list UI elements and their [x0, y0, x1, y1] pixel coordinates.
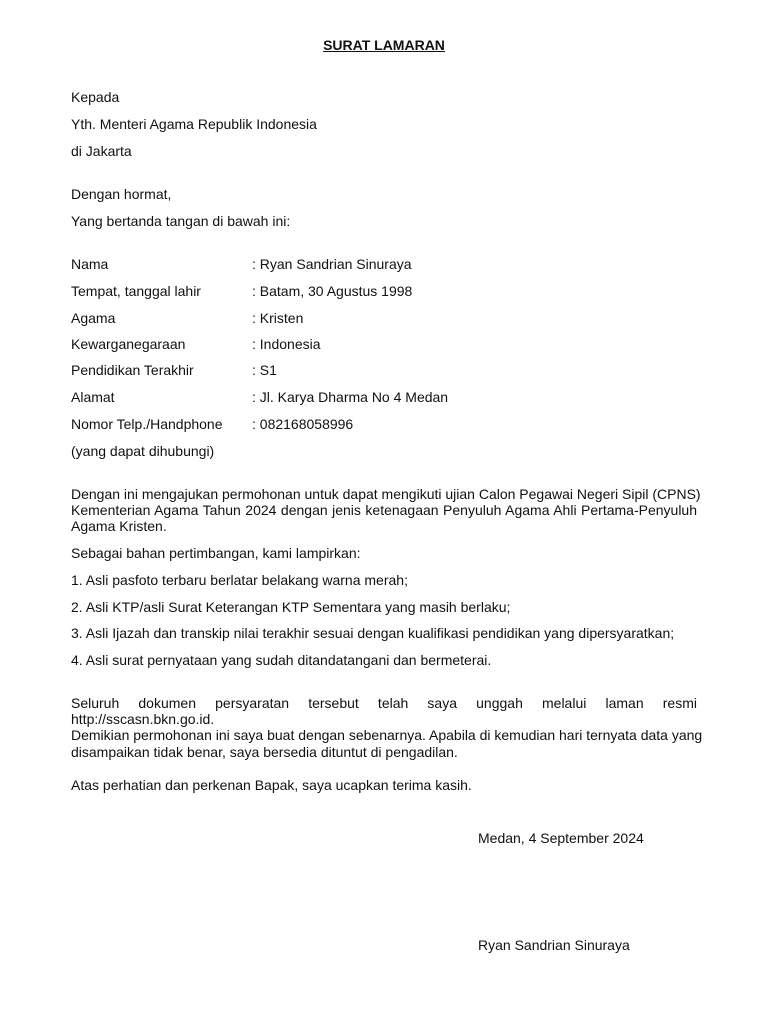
upload-line-1: Seluruh dokumen persyaratan tersebut telah saya unggah melalui laman resmi: [71, 695, 697, 711]
recipient-line-2: Yth. Menteri Agama Republik Indonesia: [71, 116, 317, 132]
recipient-line-3: di Jakarta: [71, 143, 132, 159]
application-line-2: Kementerian Agama Tahun 2024 dengan jenis ketenagaan Penyuluh Agama Ahli Pertama-Penyuluh: [71, 502, 697, 518]
field-value-alamat: : Jl. Karya Dharma No 4 Medan: [252, 389, 449, 405]
attachment-item-2: 2. Asli KTP/asli Surat Keterangan KTP Sementara yang masih berlaku;: [71, 599, 511, 615]
field-label-telepon: Nomor Telp./Handphone: [71, 416, 223, 432]
attachment-item-3: 3. Asli Ijazah dan transkip nilai terakhir sesuai dengan kualifikasi pendidikan yang dipersyaratkan;: [71, 625, 675, 641]
field-value-nama: : Ryan Sandrian Sinuraya: [252, 256, 412, 272]
declaration-line-2: disampaikan tidak benar, saya bersedia dituntut di pengadilan.: [71, 744, 458, 760]
field-value-ttl: : Batam, 30 Agustus 1998: [252, 283, 413, 299]
upload-line-2: http://sscasn.bkn.go.id.: [71, 711, 215, 727]
field-label-pendidikan: Pendidikan Terakhir: [71, 362, 194, 378]
field-value-pendidikan: : S1: [252, 362, 277, 378]
attachment-item-1: 1. Asli pasfoto terbaru berlatar belakang warna merah;: [71, 572, 408, 588]
declaration-line-1: Demikian permohonan ini saya buat dengan sebenarnya. Apabila di kemudian hari ternyata data yang: [71, 727, 703, 743]
letter-title: SURAT LAMARAN: [323, 37, 445, 53]
place-date: Medan, 4 September 2024: [478, 830, 644, 846]
field-value-telepon: : 082168058996: [252, 416, 354, 432]
contact-note: (yang dapat dihubungi): [71, 443, 215, 459]
recipient-line-1: Kepada: [71, 89, 120, 105]
greeting: Dengan hormat,: [71, 186, 172, 202]
field-label-alamat: Alamat: [71, 389, 115, 405]
attachments-intro: Sebagai bahan pertimbangan, kami lampirkan:: [71, 545, 361, 561]
field-value-agama: : Kristen: [252, 310, 304, 326]
intro-text: Yang bertanda tangan di bawah ini:: [71, 213, 291, 229]
field-label-kewarganegaraan: Kewarganegaraan: [71, 336, 186, 352]
field-label-nama: Nama: [71, 256, 109, 272]
field-label-agama: Agama: [71, 310, 116, 326]
closing-text: Atas perhatian dan perkenan Bapak, saya ucapkan terima kasih.: [71, 777, 472, 793]
attachment-item-4: 4. Asli surat pernyataan yang sudah ditandatangani dan bermeterai.: [71, 652, 492, 668]
field-value-kewarganegaraan: : Indonesia: [252, 336, 321, 352]
application-line-3: Agama Kristen.: [71, 518, 167, 534]
application-line-1: Dengan ini mengajukan permohonan untuk dapat mengikuti ujian Calon Pegawai Negeri Sipil (CPNS): [71, 486, 701, 502]
signature-name: Ryan Sandrian Sinuraya: [478, 937, 630, 953]
field-label-ttl: Tempat, tanggal lahir: [71, 283, 201, 299]
